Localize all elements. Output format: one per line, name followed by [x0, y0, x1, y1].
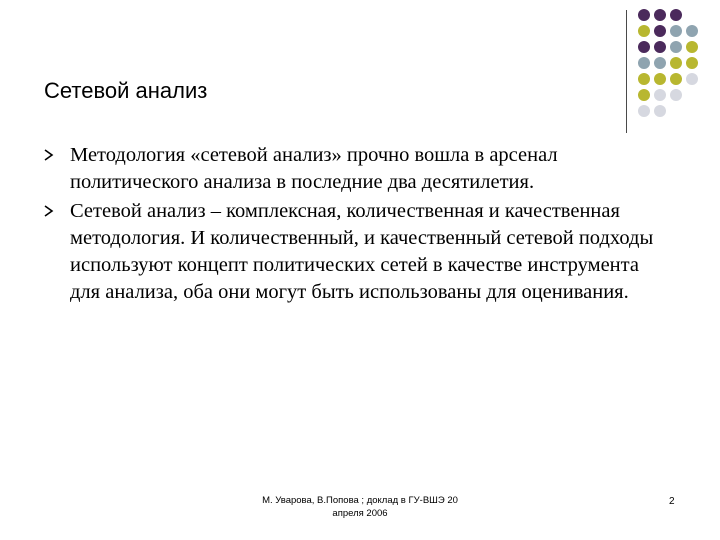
decor-dot	[638, 9, 650, 21]
decor-dot	[654, 41, 666, 53]
decor-dot	[686, 73, 698, 85]
decor-dot	[638, 41, 650, 53]
decor-dot	[654, 57, 666, 69]
decor-dot	[670, 25, 682, 37]
decor-dot	[670, 41, 682, 53]
footer-line: М. Уварова, В.Попова ; доклад в ГУ-ВШЭ 20	[262, 495, 458, 506]
decor-dot	[654, 25, 666, 37]
bullet-text: Сетевой анализ – комплексная, количественная и качественная методология. И количественный, и качественный сетевой подходы используют концепт политических сетей в качестве инструмента для анализа, оба они могут быть использованы для оценивания.	[70, 200, 654, 303]
decor-dot	[654, 105, 666, 117]
decor-dot	[686, 57, 698, 69]
decor-dot	[638, 57, 650, 69]
page-number: 2	[669, 496, 675, 507]
bullet-list	[44, 142, 664, 308]
bullet-text: Методология «сетевой анализ» прочно вошла в арсенал политического анализа в последние два десятилетия.	[70, 144, 558, 193]
decor-dot	[670, 57, 682, 69]
decor-dot	[638, 73, 650, 85]
slide-title: Сетевой анализ	[44, 78, 208, 103]
arrow-bullet-icon	[44, 205, 54, 217]
decor-dot	[638, 89, 650, 101]
decor-dot	[670, 73, 682, 85]
decor-dot	[670, 9, 682, 21]
decor-dot	[686, 25, 698, 37]
decor-dot	[638, 25, 650, 37]
footer-text	[230, 494, 490, 520]
decor-dot	[670, 89, 682, 101]
decor-dot	[638, 105, 650, 117]
decor-dot	[654, 9, 666, 21]
arrow-bullet-icon	[44, 149, 54, 161]
decorative-dot-grid	[636, 6, 716, 121]
vertical-divider-line	[626, 10, 627, 133]
decor-dot	[654, 73, 666, 85]
footer-line: апреля 2006	[332, 508, 388, 519]
bullet-item	[44, 142, 664, 196]
bullet-item	[44, 198, 664, 306]
decor-dot	[686, 41, 698, 53]
decor-dot	[654, 89, 666, 101]
